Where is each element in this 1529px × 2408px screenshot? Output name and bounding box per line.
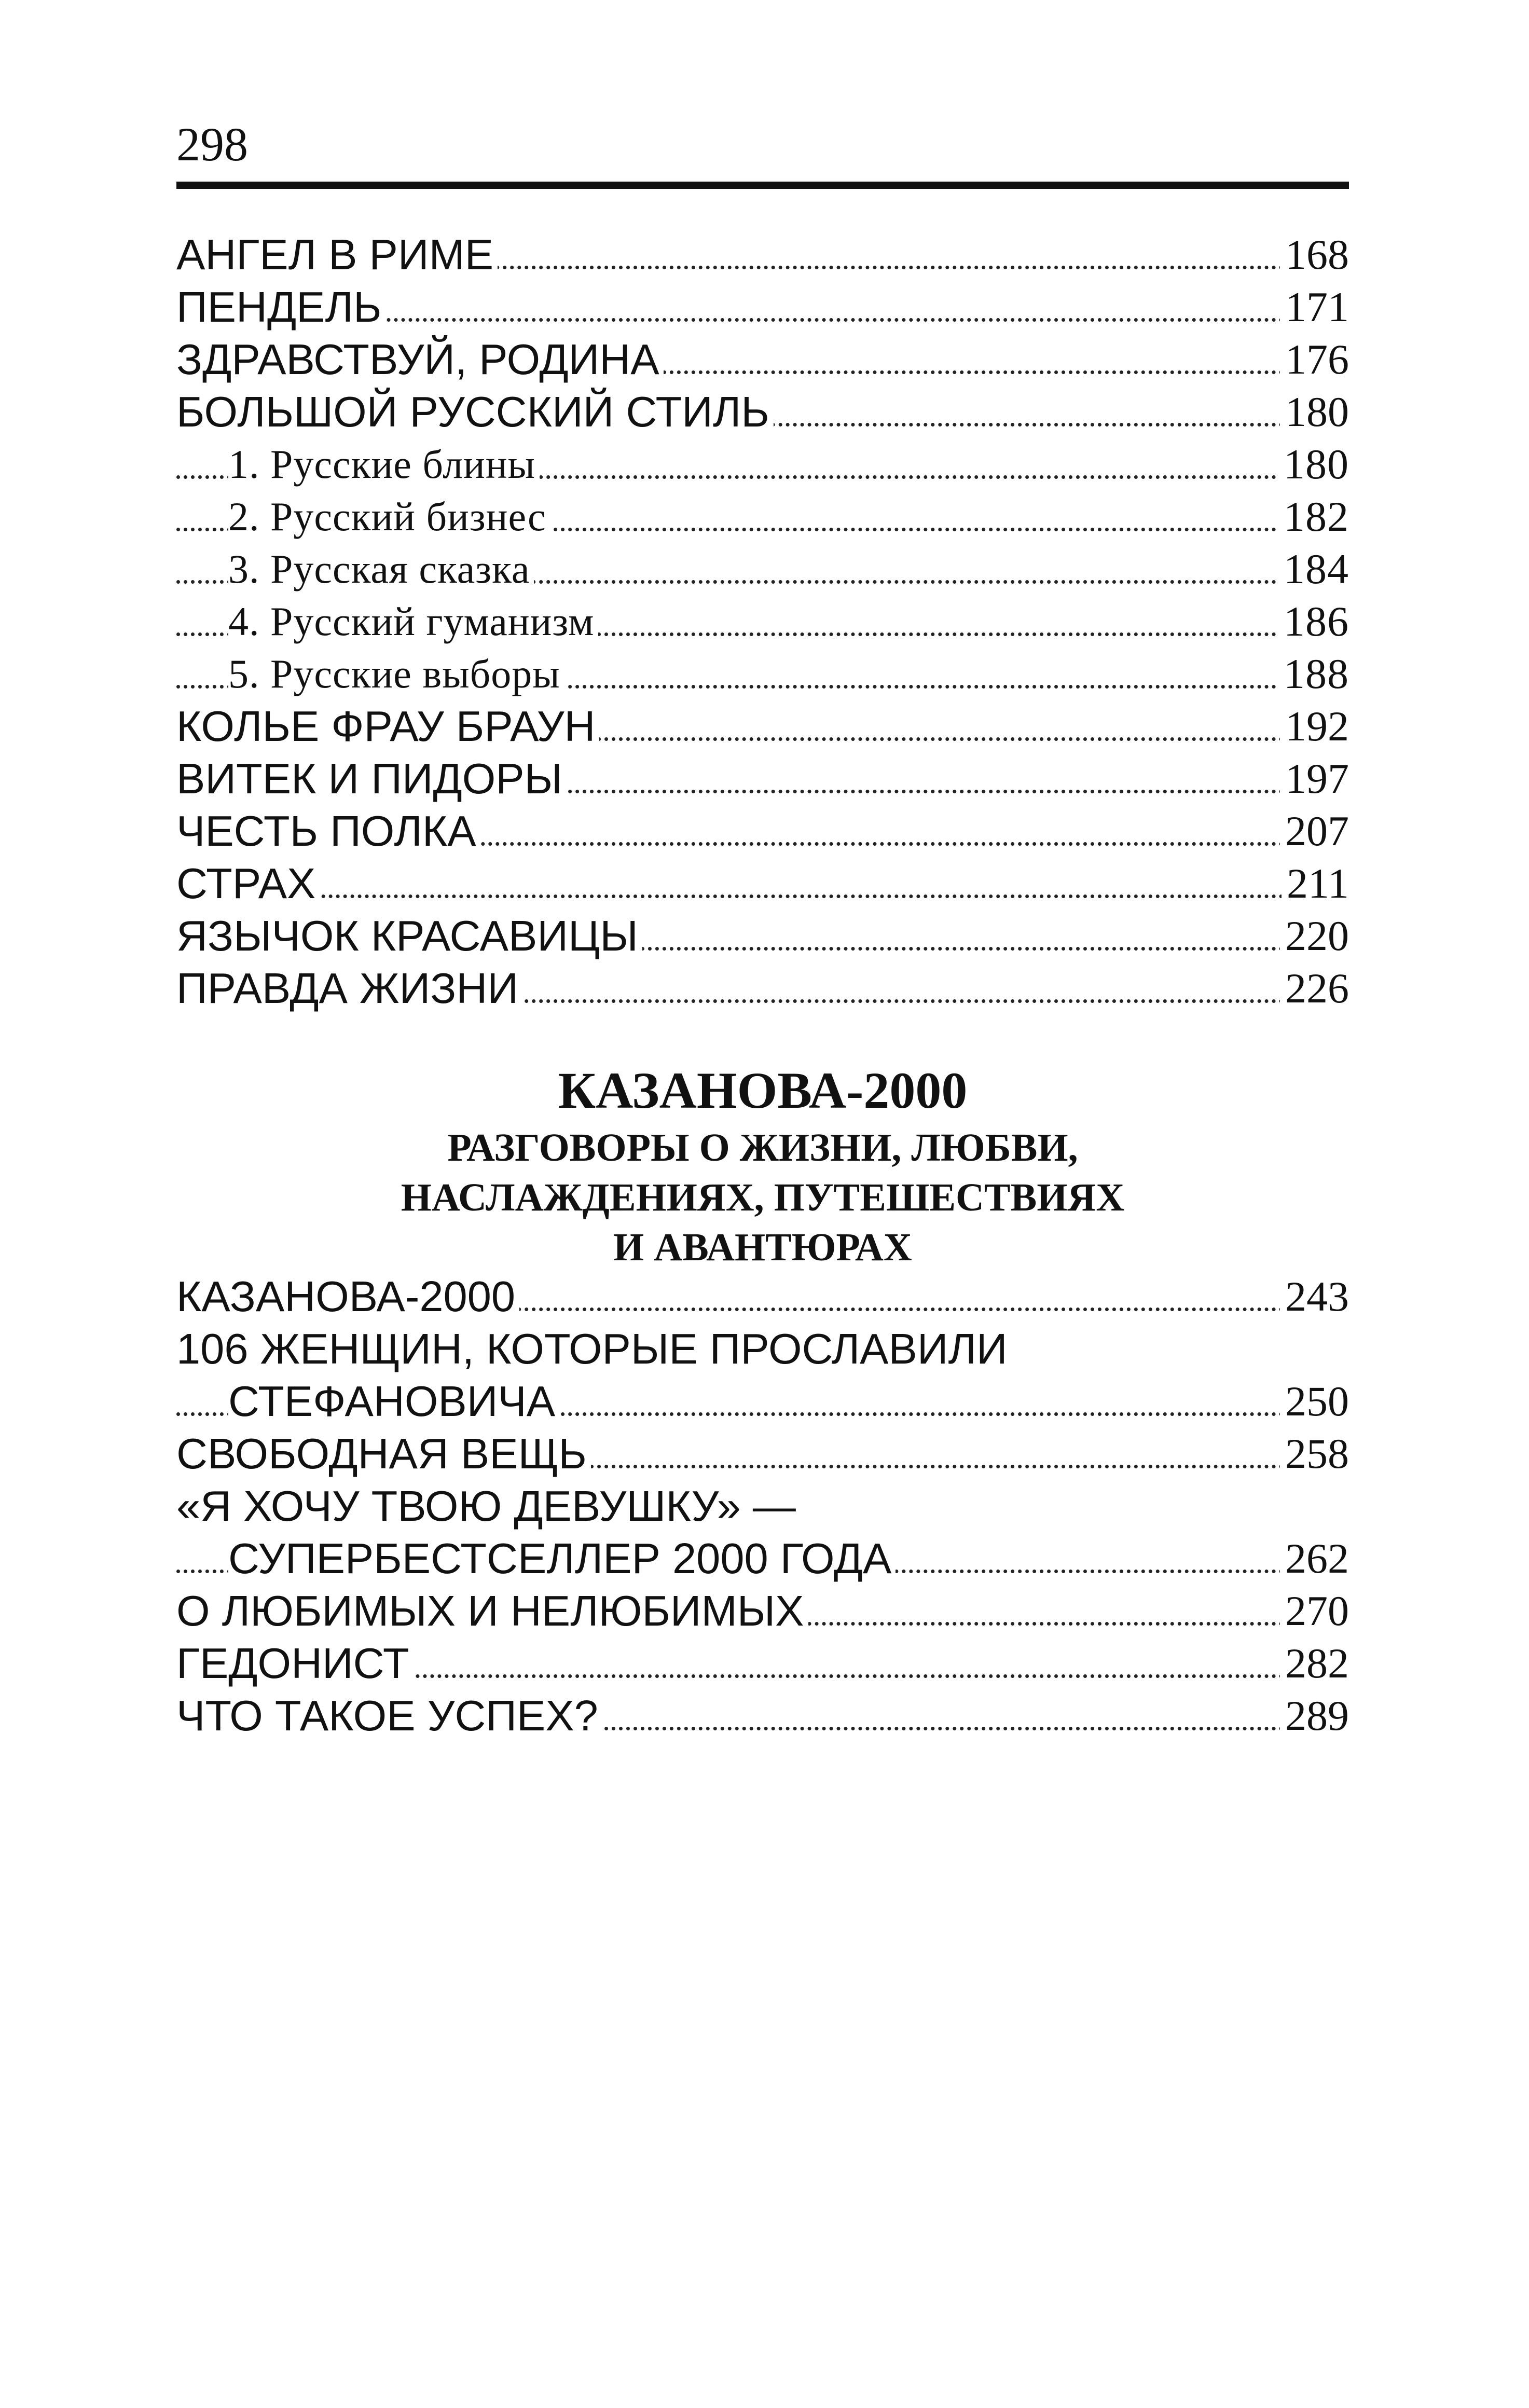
toc-entry: [176, 1270, 1349, 1323]
toc-entry-continuation: [176, 1532, 1349, 1585]
toc-entry-title: КАЗАНОВА-2000: [176, 1270, 519, 1323]
toc-entry-page: 171: [1280, 281, 1349, 333]
toc-entry-page: 243: [1280, 1270, 1349, 1323]
toc-entry-first-line: [176, 1323, 1349, 1375]
toc-entry-page: 289: [1280, 1689, 1349, 1742]
toc-entry-title: ЧТО ТАКОЕ УСПЕХ?: [176, 1689, 602, 1742]
toc-entry-page: 270: [1280, 1585, 1349, 1637]
toc-subentry-title: 4. Русский гуманизм: [228, 595, 598, 648]
toc-subentry: [176, 438, 1349, 490]
toc-entry-title: 106 ЖЕНЩИН, КОТОРЫЕ ПРОСЛАВИЛИ: [176, 1323, 1012, 1375]
toc-subentry: [176, 543, 1349, 595]
toc-entry: [176, 228, 1349, 281]
toc-entry: [176, 1585, 1349, 1637]
page-number: 298: [176, 118, 248, 171]
toc-entry-continuation: [176, 1375, 1349, 1427]
toc-entry-title: СУПЕРБЕСТСЕЛЛЕР 2000 ГОДА: [228, 1532, 896, 1585]
toc-entry: [176, 1689, 1349, 1742]
toc-entry-page: 197: [1280, 752, 1349, 805]
toc-entry-page: 182: [1278, 490, 1349, 543]
toc-subentry: [176, 595, 1349, 648]
toc-entry-page: 220: [1280, 910, 1349, 962]
toc-entry-title: СТРАХ: [176, 857, 320, 910]
toc-entry: [176, 281, 1349, 333]
toc-entry-title: «Я ХОЧУ ТВОЮ ДЕВУШКУ» —: [176, 1480, 800, 1532]
dot-leader: [176, 895, 1349, 898]
toc-entry-title: СТЕФАНОВИЧА: [228, 1375, 559, 1427]
toc-entry: [176, 752, 1349, 805]
toc-entry-title: ЧЕСТЬ ПОЛКА: [176, 805, 480, 857]
toc-entry-page: 207: [1280, 805, 1349, 857]
section-heading: [176, 1058, 1349, 1272]
toc-entry-page: 258: [1280, 1427, 1349, 1480]
toc-entry-title: ЯЗЫЧОК КРАСАВИЦЫ: [176, 910, 642, 962]
toc-subentry-title: 2. Русский бизнес: [228, 490, 550, 543]
toc-entry-title: ПЕНДЕЛЬ: [176, 281, 385, 333]
section-subtitle-line: РАЗГОВОРЫ О ЖИЗНИ, ЛЮБВИ,: [447, 1126, 1078, 1169]
toc-entry-page: 262: [1280, 1532, 1349, 1585]
toc-entry-page: 184: [1278, 543, 1349, 595]
toc-entry-title: БОЛЬШОЙ РУССКИЙ СТИЛЬ: [176, 386, 774, 438]
toc-entry-first-line: [176, 1480, 1349, 1532]
section-subtitle-line: И АВАНТЮРАХ: [613, 1226, 912, 1269]
toc-entry: [176, 1637, 1349, 1689]
toc-entry: [176, 386, 1349, 438]
toc-entry: [176, 910, 1349, 962]
toc-entry-title: АНГЕЛ В РИМЕ: [176, 228, 498, 281]
toc-entry-page: 180: [1278, 438, 1349, 490]
toc-entry-page: 176: [1280, 333, 1349, 386]
toc-entry-title: ВИТЕК И ПИДОРЫ: [176, 752, 567, 805]
toc-entry-page: 168: [1280, 228, 1349, 281]
toc-entry: [176, 805, 1349, 857]
table-of-contents-part-2: [176, 1270, 1349, 1742]
toc-subentry-title: 5. Русские выборы: [228, 648, 564, 700]
toc-entry-page: 211: [1282, 857, 1349, 910]
toc-entry-title: ГЕДОНИСТ: [176, 1637, 414, 1689]
section-title: КАЗАНОВА-2000: [558, 1062, 968, 1119]
toc-subentry: [176, 648, 1349, 700]
toc-entry-title: ЗДРАВСТВУЙ, РОДИНА: [176, 333, 664, 386]
toc-subentry-title: 1. Русские блины: [228, 438, 540, 490]
toc-entry-page: 192: [1280, 700, 1349, 752]
toc-entry-title: СВОБОДНАЯ ВЕЩЬ: [176, 1427, 591, 1480]
toc-entry-title: ПРАВДА ЖИЗНИ: [176, 962, 522, 1014]
toc-entry-page: 226: [1280, 962, 1349, 1014]
toc-entry: [176, 1427, 1349, 1480]
toc-subentry: [176, 490, 1349, 543]
toc-subentry-title: 3. Русская сказка: [228, 543, 534, 595]
toc-entry-page: 188: [1278, 648, 1349, 700]
toc-entry-page: 180: [1280, 386, 1349, 438]
table-of-contents-part-1: [176, 228, 1349, 1014]
header-rule: [176, 182, 1349, 189]
toc-entry-page: 282: [1280, 1637, 1349, 1689]
toc-entry: [176, 333, 1349, 386]
section-subtitle-line: НАСЛАЖДЕНИЯХ, ПУТЕШЕСТВИЯХ: [401, 1176, 1125, 1219]
toc-entry: [176, 700, 1349, 752]
toc-entry: [176, 962, 1349, 1014]
toc-entry: [176, 857, 1349, 910]
toc-entry-page: 186: [1278, 595, 1349, 648]
toc-entry-page: 250: [1280, 1375, 1349, 1427]
toc-entry-title: КОЛЬЕ ФРАУ БРАУН: [176, 700, 599, 752]
toc-entry-title: О ЛЮБИМЫХ И НЕЛЮБИМЫХ: [176, 1585, 808, 1637]
